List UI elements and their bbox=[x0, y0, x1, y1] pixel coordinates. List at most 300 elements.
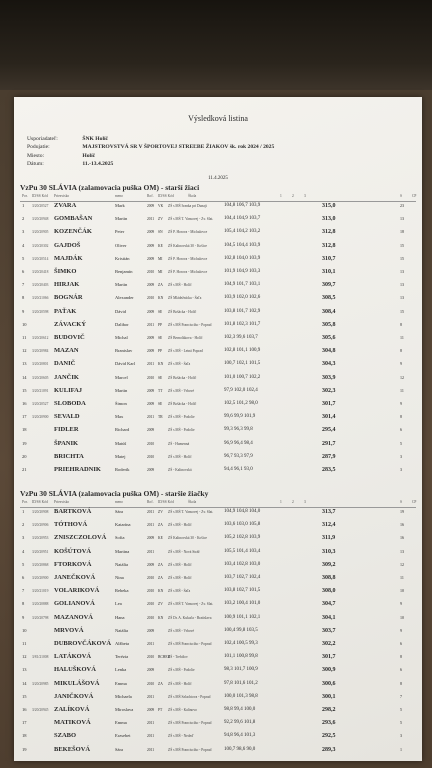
cell-sp: SE bbox=[158, 309, 163, 314]
cell-series-scores: 101,0 100,7 102,2 bbox=[224, 374, 261, 380]
column-header-label: Priezvisko bbox=[54, 194, 70, 198]
column-header-label: ID/SS Kód bbox=[158, 194, 174, 198]
cell-series-scores: 98,8 99,4 100,0 bbox=[224, 707, 256, 712]
cell-surname: ŠIMKO bbox=[54, 268, 77, 275]
cell-series-scores: 94,8 96,4 101,3 bbox=[224, 733, 256, 739]
cell-extra: 8 bbox=[400, 321, 402, 327]
cell-total: 309,7 bbox=[322, 282, 336, 289]
cell-first: Martina bbox=[115, 548, 130, 554]
cell-club: ZŠ s MŠ - Holíč bbox=[168, 562, 192, 567]
cell-rank: 19 bbox=[22, 746, 27, 752]
cell-first: Alexander bbox=[115, 295, 134, 301]
cell-extra: 6 bbox=[400, 427, 402, 433]
cell-surname: FTORKOVÁ bbox=[54, 560, 92, 568]
cell-total: 303,9 bbox=[322, 374, 336, 381]
cell-sp: ZA bbox=[158, 562, 163, 567]
cell-sp: PP bbox=[158, 349, 162, 354]
cell-rank: 14 bbox=[22, 374, 27, 380]
cell-first: Martin bbox=[115, 387, 128, 393]
table-row bbox=[20, 281, 416, 289]
cell-total: 298,2 bbox=[322, 707, 336, 713]
cell-sp: TT bbox=[158, 388, 163, 393]
cell-year: 2010 bbox=[147, 296, 155, 301]
cell-club: ZŠ Kalinovská 30 - Košice bbox=[168, 243, 207, 248]
cell-series-scores: 103,2 100,4 101,0 bbox=[224, 601, 261, 607]
cell-year: 2010 bbox=[147, 602, 155, 607]
cell-total: 287,9 bbox=[322, 453, 336, 460]
cell-id: 3/20/20905 bbox=[32, 230, 49, 235]
cell-year: 2009 bbox=[147, 349, 155, 354]
cell-series-scores: 102,5 101,2 98,0 bbox=[224, 401, 258, 406]
cell-rank: 17 bbox=[22, 720, 27, 726]
cell-id: 3/20/20953 bbox=[32, 536, 49, 541]
header-value: ŠNK Holíč bbox=[82, 136, 109, 142]
table-row bbox=[20, 521, 416, 529]
cell-series-scores: 104,9 101,7 103,1 bbox=[224, 282, 261, 288]
cell-club: ZŠ s MŠ - Letná Poprad bbox=[168, 349, 203, 354]
table-row bbox=[20, 294, 416, 302]
cell-extra: 7 bbox=[400, 693, 402, 699]
table-row bbox=[20, 321, 416, 329]
cell-surname: VOLARIKOVÁ bbox=[54, 587, 100, 595]
column-header-label: 2 bbox=[292, 500, 294, 504]
column-header-label: 1 bbox=[280, 194, 282, 198]
cell-extra: 5 bbox=[400, 707, 402, 712]
table-row bbox=[20, 426, 416, 434]
cell-total: 309,2 bbox=[322, 561, 336, 568]
table-row bbox=[20, 693, 416, 701]
cell-year: 2010 bbox=[147, 615, 155, 620]
cell-first: Alžbeta bbox=[115, 641, 129, 646]
cell-rank: 13 bbox=[22, 667, 27, 673]
header-key: Dátum: bbox=[27, 161, 44, 167]
cell-surname: GOMBAŠAN bbox=[54, 215, 93, 223]
table-row bbox=[20, 202, 416, 210]
cell-surname: BARTKOVÁ bbox=[54, 508, 92, 515]
cell-surname: ZVARA bbox=[54, 202, 77, 209]
cell-year: 2009 bbox=[147, 668, 155, 673]
cell-rank: 10 bbox=[22, 627, 27, 633]
cell-club: ZŠ s MŠ - Podolie bbox=[168, 428, 195, 433]
cell-year: 2010 bbox=[147, 655, 155, 660]
cell-rank: 20 bbox=[22, 453, 27, 459]
cell-sp: SE bbox=[158, 375, 163, 380]
cell-id: 3/20/20612 bbox=[32, 336, 49, 340]
cell-total: 308,8 bbox=[322, 575, 336, 581]
column-header-label: 2 bbox=[292, 194, 294, 198]
cell-first: Hana bbox=[115, 614, 125, 620]
cell-sp: ZA bbox=[158, 681, 163, 686]
table-row bbox=[20, 453, 416, 461]
cell-series-scores: 103,4 102,8 103,0 bbox=[224, 561, 261, 567]
cell-first: Lea bbox=[115, 601, 122, 607]
cell-rank: 1 bbox=[22, 203, 25, 208]
cell-extra: 13 bbox=[400, 295, 404, 301]
cell-id: 3/20/20951 bbox=[32, 549, 49, 554]
cell-first: Richard bbox=[115, 427, 130, 433]
column-header-label: 3 bbox=[304, 500, 306, 504]
cell-total: 308,0 bbox=[322, 588, 336, 595]
cell-extra: 8 bbox=[400, 654, 402, 660]
cell-surname: MAJDÁK bbox=[54, 254, 83, 262]
cell-series-scores: 100,0 101,3 98,8 bbox=[224, 693, 258, 699]
cell-series-scores: 100,7 98,6 90,0 bbox=[224, 746, 256, 752]
cell-year: 2011 bbox=[147, 747, 155, 752]
cell-club: ZŠ s MŠ - Šaľa bbox=[168, 589, 191, 594]
column-header-label: 1 bbox=[280, 500, 282, 504]
cell-rank: 11 bbox=[22, 641, 27, 646]
cell-year: 2011 bbox=[147, 415, 155, 420]
table-row bbox=[20, 360, 416, 368]
table-row bbox=[20, 561, 416, 569]
table-row bbox=[20, 255, 416, 263]
column-header-label: ID/SS Kód bbox=[158, 500, 174, 504]
cell-id: 3/20/20801 bbox=[32, 362, 49, 367]
table-row bbox=[20, 413, 416, 421]
cell-club: ZŠ s MŠ - Holíč bbox=[168, 523, 192, 528]
event-date: 11.4.2025 bbox=[208, 176, 228, 181]
cell-series-scores: 102,3 99,6 103,7 bbox=[224, 335, 258, 340]
cell-club: ZŠ s MŠ - Holíč bbox=[168, 283, 192, 288]
cell-id: 3/20/20302 bbox=[32, 243, 49, 248]
cell-rank: 11 bbox=[22, 335, 27, 340]
cell-club: ZŠ s MŠ - Holíč bbox=[168, 681, 192, 686]
cell-year: 2009 bbox=[147, 428, 155, 433]
table-row bbox=[20, 400, 416, 408]
cell-series-scores: 104,9 104,8 104,0 bbox=[224, 509, 261, 514]
cell-first: Dalibor bbox=[115, 321, 129, 327]
cell-sp: KN bbox=[158, 615, 164, 620]
cell-total: 308,5 bbox=[322, 295, 336, 302]
cell-surname: PRIEHRADNIK bbox=[54, 466, 101, 473]
cell-year: 2009 bbox=[147, 283, 155, 288]
column-header-label: Roč. bbox=[147, 194, 154, 198]
cell-extra: 5 bbox=[400, 440, 402, 446]
cell-total: 312,4 bbox=[322, 522, 336, 529]
cell-rank: 12 bbox=[22, 654, 27, 660]
cell-rank: 8 bbox=[22, 601, 25, 607]
cell-surname: BOGNÁR bbox=[54, 294, 83, 302]
cell-series-scores: 92,2 99,6 101,8 bbox=[224, 720, 256, 726]
cell-surname: ZÁVACKÝ bbox=[54, 320, 87, 328]
cell-total: 304,1 bbox=[322, 614, 336, 621]
cell-rank: 1 bbox=[22, 509, 25, 514]
cell-extra: 8 bbox=[400, 348, 402, 354]
cell-club: ZŠ - Trebišov bbox=[168, 655, 188, 660]
cell-club: ZŠ s MŠ T. Vansovej - Zv. Slat. bbox=[168, 602, 214, 607]
cell-id: 3/20/20527 bbox=[32, 204, 49, 208]
cell-total: 304,8 bbox=[322, 348, 336, 355]
cell-series-scores: 104,8 106,7 103,9 bbox=[224, 203, 261, 208]
cell-id: 3/20/20418 bbox=[32, 270, 49, 274]
cell-first: Max bbox=[115, 414, 124, 420]
header-key: Usporiadateľ: bbox=[27, 136, 58, 142]
cell-sp: TR bbox=[158, 415, 163, 420]
cell-surname: MRVOVÁ bbox=[54, 626, 84, 634]
cell-sp: KN bbox=[158, 296, 164, 301]
cell-id: 3/20/20945 bbox=[32, 708, 49, 712]
cell-sp: BCHEB bbox=[158, 655, 170, 660]
header-line bbox=[27, 152, 95, 160]
cell-surname: KOŠÚTOVÁ bbox=[54, 547, 92, 555]
cell-id: 3/20/20908 bbox=[32, 510, 49, 514]
cell-total: 305,8 bbox=[322, 321, 336, 328]
cell-club: ZŠ s MŠ - Podolie bbox=[168, 415, 195, 420]
cell-series-scores: 100,7 102,1 101,5 bbox=[224, 361, 261, 367]
cell-surname: MAZANOVÁ bbox=[54, 613, 93, 621]
cell-first: Sára bbox=[115, 509, 123, 514]
table-row bbox=[20, 387, 416, 395]
cell-series-scores: 98,3 101,7 100,9 bbox=[224, 667, 258, 673]
cell-club: ZŠ Dr. A. Kukuča - Bratislava bbox=[168, 615, 212, 620]
cell-first: Matej bbox=[115, 453, 126, 459]
cell-surname: HALUŠKOVÁ bbox=[54, 666, 96, 674]
cell-rank: 7 bbox=[22, 588, 25, 594]
cell-first: Kristián bbox=[115, 255, 130, 261]
cell-extra: 13 bbox=[400, 282, 404, 288]
cell-series-scores: 100,4 99,8 103,5 bbox=[224, 627, 258, 633]
cell-club: ZŠ s MŠ T. Vansovej - Zv. Slat. bbox=[168, 510, 214, 514]
cell-club: ZŠ s MŠ - Šaľa bbox=[168, 362, 191, 367]
cell-series-scores: 103,8 102,7 101,5 bbox=[224, 588, 261, 594]
cell-extra: 8 bbox=[400, 680, 402, 686]
cell-rank: 21 bbox=[22, 467, 27, 472]
column-header-label: Škola bbox=[188, 500, 197, 504]
cell-series-scores: 99,6 99,9 101,9 bbox=[224, 414, 256, 420]
results-sheet bbox=[14, 97, 422, 761]
cell-club: ZŠ Bošácka - Holíč bbox=[168, 309, 197, 314]
cell-rank: 12 bbox=[22, 348, 27, 354]
cell-rank: 14 bbox=[22, 680, 27, 686]
cell-total: 300,6 bbox=[322, 680, 336, 687]
cell-year: 2009 bbox=[147, 388, 155, 393]
cell-first: Peter bbox=[115, 229, 125, 235]
cell-total: 292,5 bbox=[322, 733, 336, 740]
cell-series-scores: 103,6 103,0 105,8 bbox=[224, 522, 261, 528]
cell-sp: ZA bbox=[158, 576, 163, 580]
cell-extra: 12 bbox=[400, 561, 404, 567]
cell-club: ZŠ Mládežnícka - Šaľa bbox=[168, 296, 202, 301]
cell-id: 3/20/20598 bbox=[32, 309, 49, 314]
cell-club: ZŠ s MŠ Francisciho - Poprad bbox=[168, 747, 212, 752]
cell-extra: 19 bbox=[400, 509, 404, 514]
cell-year: 2010 bbox=[147, 441, 155, 446]
column-header-label: Por. bbox=[22, 500, 28, 504]
header-line bbox=[27, 135, 108, 143]
cell-extra: 13 bbox=[400, 548, 404, 554]
cell-year: 2009 bbox=[147, 708, 155, 712]
cell-extra: 15 bbox=[400, 242, 404, 248]
cell-first: Dávid bbox=[115, 308, 126, 314]
cell-id: 3/20/20527 bbox=[32, 402, 49, 406]
cell-id: 3/20/21066 bbox=[32, 296, 49, 301]
cell-rank: 9 bbox=[22, 614, 25, 620]
cell-first: Nina bbox=[115, 575, 124, 580]
cell-extra: 9 bbox=[400, 601, 402, 607]
cell-sp: KE bbox=[158, 243, 163, 248]
cell-total: 315,0 bbox=[322, 203, 336, 209]
cell-first: Michal bbox=[115, 335, 128, 340]
cell-rank: 17 bbox=[22, 414, 27, 420]
column-header-label: CP bbox=[412, 194, 417, 198]
header-line bbox=[27, 160, 113, 168]
cell-id: 3/20/20868 bbox=[32, 562, 49, 567]
cell-sp: KN bbox=[158, 362, 164, 367]
cell-extra: 8 bbox=[400, 414, 402, 420]
cell-year: 2011 bbox=[147, 549, 155, 554]
cell-first: Roderik bbox=[115, 467, 130, 472]
cell-rank: 3 bbox=[22, 535, 25, 541]
cell-rank: 8 bbox=[22, 295, 25, 301]
cell-first: Martin bbox=[115, 282, 128, 288]
cell-club: ZŠ P. Horova - Michalovce bbox=[168, 270, 208, 274]
cell-year: 2010 bbox=[147, 454, 155, 459]
cell-club: ZŠ - Kalinovská bbox=[168, 468, 192, 472]
cell-extra: 13 bbox=[400, 269, 404, 274]
table-row bbox=[20, 242, 416, 250]
cell-total: 310,3 bbox=[322, 548, 336, 555]
cell-rank: 4 bbox=[22, 242, 25, 248]
cell-id: 3/20/20900 bbox=[32, 415, 49, 420]
cell-year: 2010 bbox=[147, 375, 155, 380]
cell-extra: 11 bbox=[400, 575, 404, 580]
cell-surname: FIDLER bbox=[54, 426, 79, 434]
cell-total: 313,0 bbox=[322, 216, 336, 223]
cell-surname: MAZAN bbox=[54, 347, 79, 355]
table-row bbox=[20, 308, 416, 316]
header-key: Podujatie: bbox=[27, 144, 50, 150]
cell-first: Sofia bbox=[115, 535, 125, 541]
cell-surname: MATIKOVÁ bbox=[54, 719, 91, 727]
cell-year: 2009 bbox=[147, 628, 155, 633]
table-row bbox=[20, 548, 416, 556]
cell-id: 3/20/20605 bbox=[32, 375, 49, 380]
cell-surname: PAŤAK bbox=[54, 307, 77, 315]
cell-surname: BEKEŠOVÁ bbox=[54, 745, 91, 753]
column-header bbox=[20, 500, 416, 507]
cell-extra: 9 bbox=[400, 401, 402, 406]
cell-total: 301,7 bbox=[322, 401, 336, 407]
cell-extra: 1 bbox=[400, 746, 402, 752]
cell-year: 2010 bbox=[147, 681, 155, 686]
cell-series-scores: 102,4 100,5 99,3 bbox=[224, 641, 258, 646]
cell-sp: VK bbox=[158, 204, 164, 208]
cell-total: 302,2 bbox=[322, 641, 336, 647]
cell-first: Katarína bbox=[115, 522, 131, 528]
cell-surname: LATÁKOVÁ bbox=[54, 653, 92, 661]
cell-series-scores: 102,8 104,0 103,9 bbox=[224, 255, 261, 261]
cell-club: ZŠ Kalinovská 30 - Košice bbox=[168, 536, 207, 541]
section-title: VzPu 30 SLÁVIA (zalamovacia puška OM) - starší žiaci bbox=[20, 183, 200, 192]
cell-rank: 16 bbox=[22, 707, 27, 712]
cell-rank: 16 bbox=[22, 401, 27, 406]
cell-club: ZŠ s MŠ - Kalinovo bbox=[168, 708, 197, 712]
column-header-label: Roč. bbox=[147, 500, 154, 504]
cell-total: 300,1 bbox=[322, 693, 336, 700]
column-header bbox=[20, 194, 416, 201]
cell-extra: 6 bbox=[400, 641, 402, 646]
column-header-label: ID/SS Kód bbox=[32, 194, 48, 198]
cell-club: ZŠ Bernolákova - Holíč bbox=[168, 336, 203, 340]
cell-total: 313,7 bbox=[322, 509, 336, 515]
column-header-label: S bbox=[400, 500, 402, 504]
cell-club: ZŠ s MŠ - Nedeď bbox=[168, 734, 194, 739]
table-row bbox=[20, 374, 416, 382]
cell-first: Benjamín bbox=[115, 269, 133, 274]
cell-surname: SLOBODA bbox=[54, 400, 86, 407]
table-row bbox=[20, 534, 416, 542]
header-value: Holíč bbox=[82, 153, 96, 159]
cell-extra: 16 bbox=[400, 535, 404, 541]
cell-surname: HIRJAK bbox=[54, 281, 80, 289]
table-row bbox=[20, 228, 416, 236]
cell-extra: 10 bbox=[400, 614, 404, 620]
cell-series-scores: 104,4 104,9 103,7 bbox=[224, 216, 261, 222]
cell-series-scores: 99,3 96,3 99,8 bbox=[224, 427, 253, 433]
cell-year: 2009 bbox=[147, 336, 155, 340]
header-value: 11.-13.4.2025 bbox=[82, 161, 114, 167]
cell-first: Michaela bbox=[115, 693, 132, 699]
cell-series-scores: 104,5 104,4 103,9 bbox=[224, 242, 261, 248]
cell-sp: KN bbox=[158, 589, 164, 594]
cell-first: Natália bbox=[115, 561, 128, 567]
cell-series-scores: 100,9 101,1 102,1 bbox=[224, 614, 261, 620]
column-header-label: Priezvisko bbox=[54, 500, 70, 504]
cell-series-scores: 101,8 102,3 101,7 bbox=[224, 321, 261, 327]
cell-club: ZŠ Bošácka - Holíč bbox=[168, 375, 197, 380]
table-row bbox=[20, 574, 416, 582]
cell-rank: 19 bbox=[22, 440, 27, 446]
cell-year: 2009 bbox=[147, 256, 155, 261]
cell-extra: 11 bbox=[400, 335, 404, 340]
cell-surname: MIKULÁŠOVÁ bbox=[54, 679, 100, 687]
cell-extra: 13 bbox=[400, 216, 404, 222]
cell-surname: ZNISZCZOLOVÁ bbox=[54, 534, 107, 542]
cell-total: 312,8 bbox=[322, 229, 336, 236]
cell-total: 304,3 bbox=[322, 361, 336, 368]
cell-first: Natália bbox=[115, 627, 128, 633]
cell-id: 3/81/21008 bbox=[32, 655, 49, 660]
cell-year: 2010 bbox=[147, 270, 155, 274]
cell-total: 301,4 bbox=[322, 414, 336, 421]
cell-extra: 18 bbox=[400, 229, 404, 235]
cell-sp: PT bbox=[158, 708, 163, 712]
cell-extra: 5 bbox=[400, 720, 402, 726]
cell-total: 293,6 bbox=[322, 720, 336, 727]
cell-surname: KOZENČÁK bbox=[54, 228, 92, 236]
cell-series-scores: 105,5 101,4 103,4 bbox=[224, 548, 261, 554]
cell-extra: 10 bbox=[400, 588, 404, 594]
cell-id: 3/20/21019 bbox=[32, 589, 49, 594]
column-header-label: meno bbox=[115, 500, 123, 504]
cell-series-scores: 102,8 101,1 100,9 bbox=[224, 348, 261, 354]
cell-year: 2011 bbox=[147, 721, 155, 726]
cell-extra: 23 bbox=[400, 203, 404, 208]
table-row bbox=[20, 600, 416, 608]
cell-first: Šimon bbox=[115, 401, 127, 406]
table-row bbox=[20, 680, 416, 688]
cell-club: ZŠ - Humenná bbox=[168, 441, 190, 446]
cell-sp: SE bbox=[158, 402, 163, 406]
table-row bbox=[20, 640, 416, 648]
column-header-label: 3 bbox=[304, 194, 306, 198]
cell-year: 2009 bbox=[147, 402, 155, 406]
table-row bbox=[20, 215, 416, 223]
cell-total: 289,3 bbox=[322, 746, 336, 753]
cell-first: Dávid Karl bbox=[115, 361, 136, 367]
cell-surname: JANČIK bbox=[54, 373, 79, 381]
table-row bbox=[20, 334, 416, 342]
